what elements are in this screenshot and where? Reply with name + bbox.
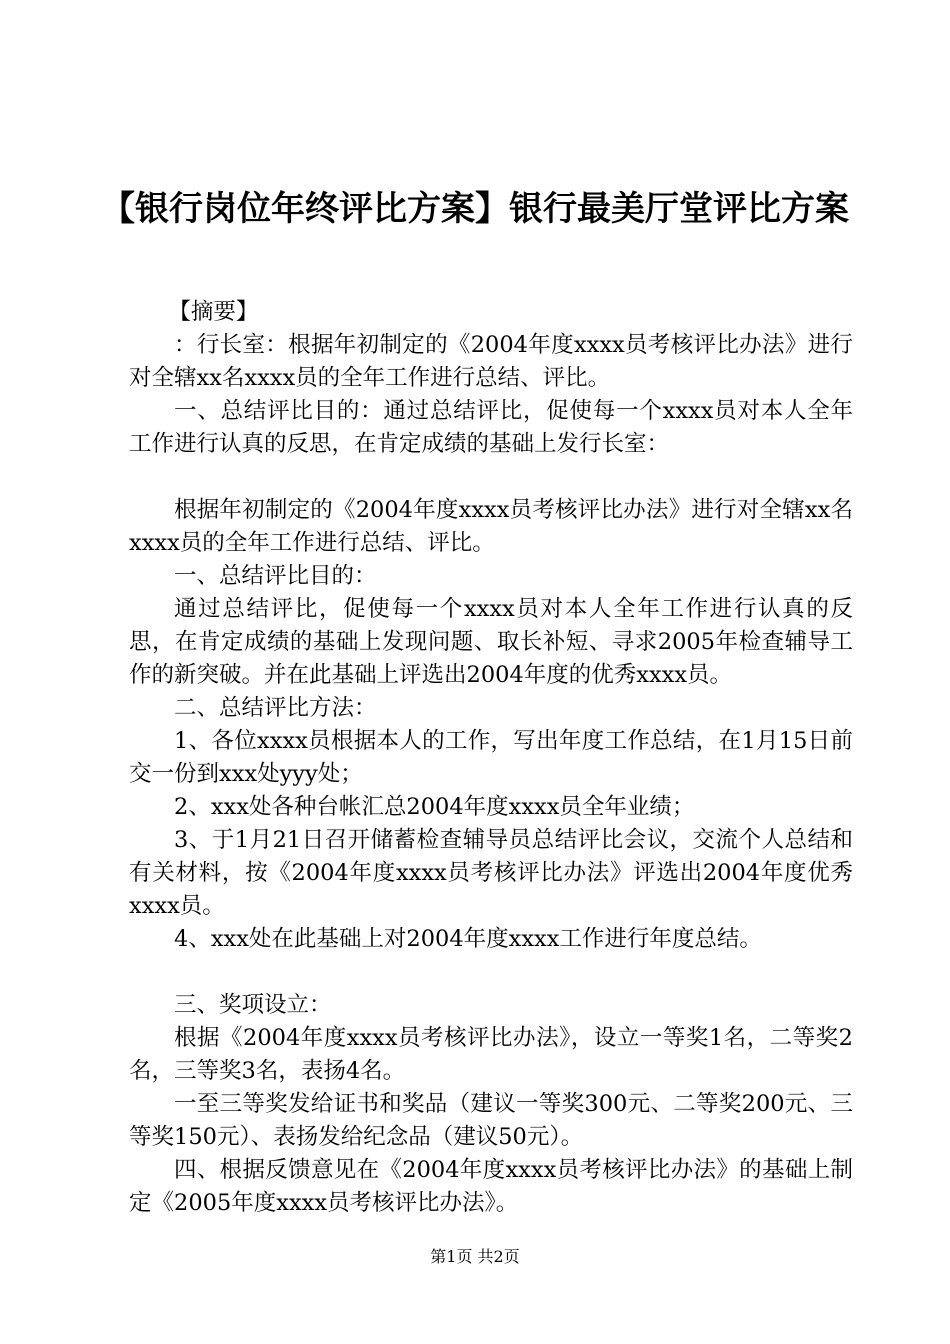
paragraph-gap — [129, 461, 853, 494]
paragraph: 四、根据反馈意见在《2004年度xxxx员考核评比办法》的基础上制定《2005年度xxxx员考核评比办法》。 — [129, 1157, 853, 1216]
section-heading: 三、奖项设立： — [174, 992, 332, 1018]
section-heading: 二、总结评比方法： — [174, 695, 377, 721]
document-body — [129, 296, 853, 1220]
paragraph: ：行长室：根据年初制定的《2004年度xxxx员考核评比办法》进行对全辖xx名xxxx员的全年工作进行总结、评比。 — [129, 332, 853, 391]
paragraph: 4、xxx处在此基础上对2004年度xxxx工作进行年度总结。 — [174, 926, 762, 952]
paragraph: 3、于1月21日召开储蓄检查辅导员总结评比会议，交流个人总结和有关材料，按《2004年度xxxx员考核评比办法》评选出2004年度优秀xxxx员。 — [129, 827, 853, 919]
paragraph-gap — [129, 956, 853, 989]
abstract-label: 【摘要】 — [168, 299, 259, 325]
paragraph: 根据《2004年度xxxx员考核评比办法》，设立一等奖1名，二等奖2名，三等奖3名，表扬4名。 — [129, 1025, 853, 1084]
paragraph: 通过总结评比，促使每一个xxxx员对本人全年工作进行认真的反思，在肯定成绩的基础上发现问题、取长补短、寻求2005年检查辅导工作的新突破。并在此基础上评选出2004年度的优秀xxxx员。 — [129, 596, 853, 688]
paragraph: 1、各位xxxx员根据本人的工作，写出年度工作总结，在1月15日前交一份到xxx处yyy处； — [129, 728, 853, 787]
document-title: 【银行岗位年终评比方案】银行最美厅堂评比方案 — [101, 189, 849, 229]
paragraph: 根据年初制定的《2004年度xxxx员考核评比办法》进行对全辖xx名xxxx员的全年工作进行总结、评比。 — [129, 497, 853, 556]
paragraph: 一至三等奖发给证书和奖品（建议一等奖300元、二等奖200元、三等奖150元）、表扬发给纪念品（建议50元）。 — [129, 1091, 853, 1150]
page-footer: 第1页 共2页 — [430, 1247, 520, 1266]
section-heading: 一、总结评比目的： — [174, 563, 377, 589]
paragraph: 一、总结评比目的：通过总结评比，促使每一个xxxx员对本人全年工作进行认真的反思，在肯定成绩的基础上发行长室： — [129, 398, 853, 457]
paragraph: 2、xxx处各种台帐汇总2004年度xxxx员全年业绩； — [174, 794, 695, 820]
